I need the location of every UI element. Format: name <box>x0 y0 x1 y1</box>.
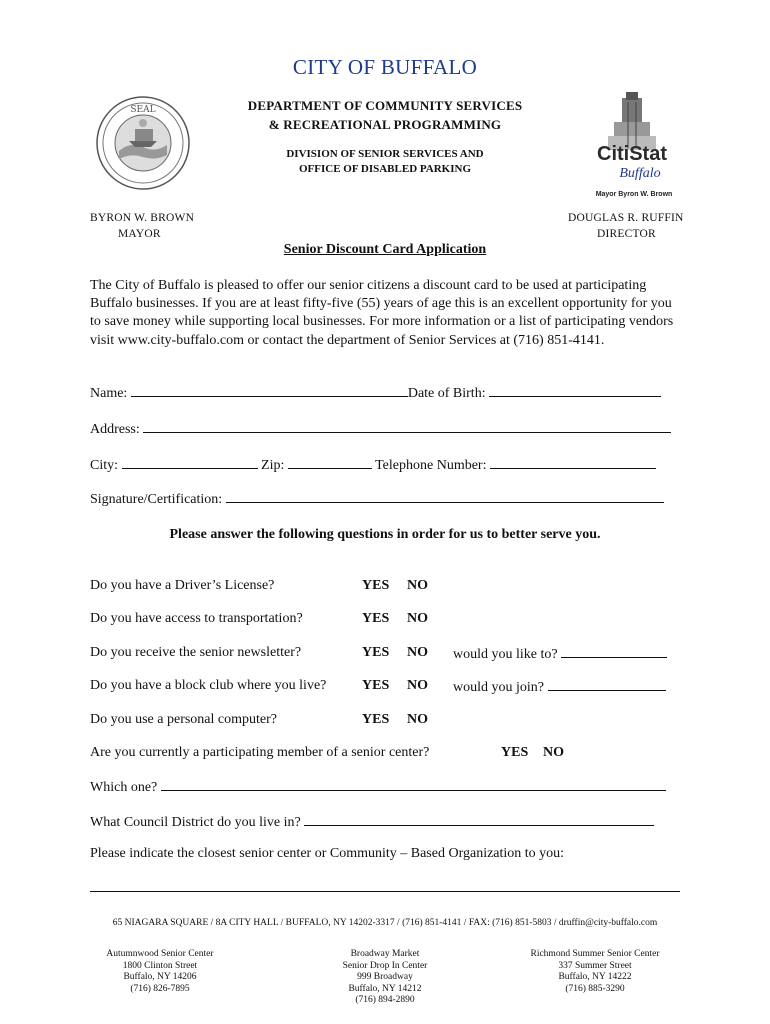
center-phone: (716) 885-3290 <box>565 983 625 994</box>
citistat-script-text: Buffalo <box>619 166 661 181</box>
block-club-followup-field[interactable] <box>548 678 666 691</box>
city-label: City: <box>90 458 119 473</box>
mayor-title: MAYOR <box>118 228 161 240</box>
question-transportation: Do you have access to transportation? <box>90 611 303 626</box>
department-line-1: DEPARTMENT OF COMMUNITY SERVICES <box>247 98 523 113</box>
yes-option[interactable]: YES <box>362 712 390 727</box>
dob-label: Date of Birth: <box>407 386 486 401</box>
yes-option[interactable]: YES <box>362 678 390 693</box>
dob-field[interactable] <box>489 384 661 397</box>
name-label: Name: <box>90 386 128 401</box>
citistat-logo <box>578 92 686 202</box>
director-title: DIRECTOR <box>597 228 656 240</box>
newsletter-followup-field[interactable] <box>561 645 667 658</box>
center-phone: (716) 894-2890 <box>355 995 415 1005</box>
name-field[interactable] <box>131 384 408 397</box>
citistat-tagline: Mayor Byron W. Brown <box>595 191 673 198</box>
yes-option[interactable]: YES <box>362 578 390 593</box>
center-broadway <box>295 949 475 1007</box>
center-city: Buffalo, NY 14222 <box>558 972 632 982</box>
newsletter-followup <box>453 645 667 663</box>
zip-field[interactable] <box>288 456 372 469</box>
city-field[interactable] <box>122 456 258 469</box>
center-subtitle: Senior Drop In Center <box>342 960 428 971</box>
question-block-club: Do you have a block club where you live? <box>90 678 327 693</box>
council-label: What Council District do you live in? <box>90 815 301 830</box>
form-title: Senior Discount Card Application <box>283 242 487 257</box>
mayor-name: BYRON W. BROWN <box>90 212 195 224</box>
yes-option[interactable]: YES <box>362 645 390 660</box>
question-drivers-license: Do you have a Driver’s License? <box>90 578 275 593</box>
center-name: Broadway Market <box>350 949 420 959</box>
closest-center-field[interactable] <box>90 891 680 892</box>
questions-prompt: Please answer the following questions in order for us to better serve you. <box>169 527 601 542</box>
council-field[interactable] <box>304 813 654 826</box>
signature-row <box>90 490 664 508</box>
no-option[interactable]: NO <box>407 712 428 727</box>
center-autumnwood <box>70 949 250 995</box>
no-option[interactable]: NO <box>407 578 428 593</box>
center-phone: (716) 826-7895 <box>130 983 190 994</box>
city-title: CITY OF BUFFALO <box>292 55 478 79</box>
which-one-row <box>90 778 666 796</box>
address-field[interactable] <box>143 420 671 433</box>
department-line-2: & RECREATIONAL PROGRAMMING <box>268 117 502 132</box>
council-row <box>90 813 654 831</box>
signature-label: Signature/Certification: <box>90 492 223 507</box>
no-option[interactable]: NO <box>407 611 428 626</box>
block-club-followup-label: would you join? <box>453 680 544 695</box>
center-city: Buffalo, NY 14206 <box>123 972 197 982</box>
city-row <box>90 456 656 474</box>
which-one-field[interactable] <box>161 778 666 791</box>
newsletter-followup-label: would you like to? <box>453 647 558 662</box>
which-one-label: Which one? <box>90 780 158 795</box>
zip-label: Zip: <box>261 458 285 473</box>
division-line-2: OFFICE OF DISABLED PARKING <box>298 163 472 175</box>
question-newsletter: Do you receive the senior newsletter? <box>90 645 302 660</box>
no-option[interactable]: NO <box>543 745 564 760</box>
yes-option[interactable]: YES <box>362 611 390 626</box>
center-richmond <box>500 949 690 995</box>
center-street: 337 Summer Street <box>558 960 632 971</box>
seal-text: SEAL <box>130 105 156 115</box>
division-line-1: DIVISION OF SENIOR SERVICES AND <box>286 148 484 160</box>
address-row <box>90 420 671 438</box>
question-computer: Do you use a personal computer? <box>90 712 277 727</box>
address-label: Address: <box>90 422 140 437</box>
phone-label: Telephone Number: <box>375 458 487 473</box>
name-row <box>90 384 661 402</box>
closest-center-label: Please indicate the closest senior center or Community – Based Organization to you: <box>90 846 565 861</box>
block-club-followup <box>453 678 666 696</box>
no-option[interactable]: NO <box>407 678 428 693</box>
footer-contact: 65 NIAGARA SQUARE / 8A CITY HALL / BUFFALO, NY 14202-3317 / (716) 851-4141 / FAX: (716) 851-5803 / druffin@city-buffalo.com <box>112 918 658 928</box>
director-name: DOUGLAS R. RUFFIN <box>568 212 684 224</box>
center-street: 999 Broadway <box>357 972 413 982</box>
question-senior-center: Are you currently a participating member of a senior center? <box>90 745 430 760</box>
center-street: 1800 Clinton Street <box>122 960 198 971</box>
center-city: Buffalo, NY 14212 <box>348 983 422 994</box>
yes-option[interactable]: YES <box>501 745 529 760</box>
center-name: Richmond Summer Senior Center <box>530 949 660 959</box>
signature-field[interactable] <box>226 490 664 503</box>
no-option[interactable]: NO <box>407 645 428 660</box>
citistat-brand-text: CitiStat <box>597 143 667 165</box>
intro-paragraph: The City of Buffalo is pleased to offer our senior citizens a discount card to be used at participating Buffalo businesses. If you are at least fifty-five (55) years of age this is an excellent opportunity for you to save money while supporting local businesses. For more information or a list of participating vendors visit www.city-buffalo.com or contact the department of Senior Services at (716) 851-4141. <box>90 278 674 348</box>
center-name: Autumnwood Senior Center <box>106 949 214 959</box>
phone-field[interactable] <box>490 456 656 469</box>
